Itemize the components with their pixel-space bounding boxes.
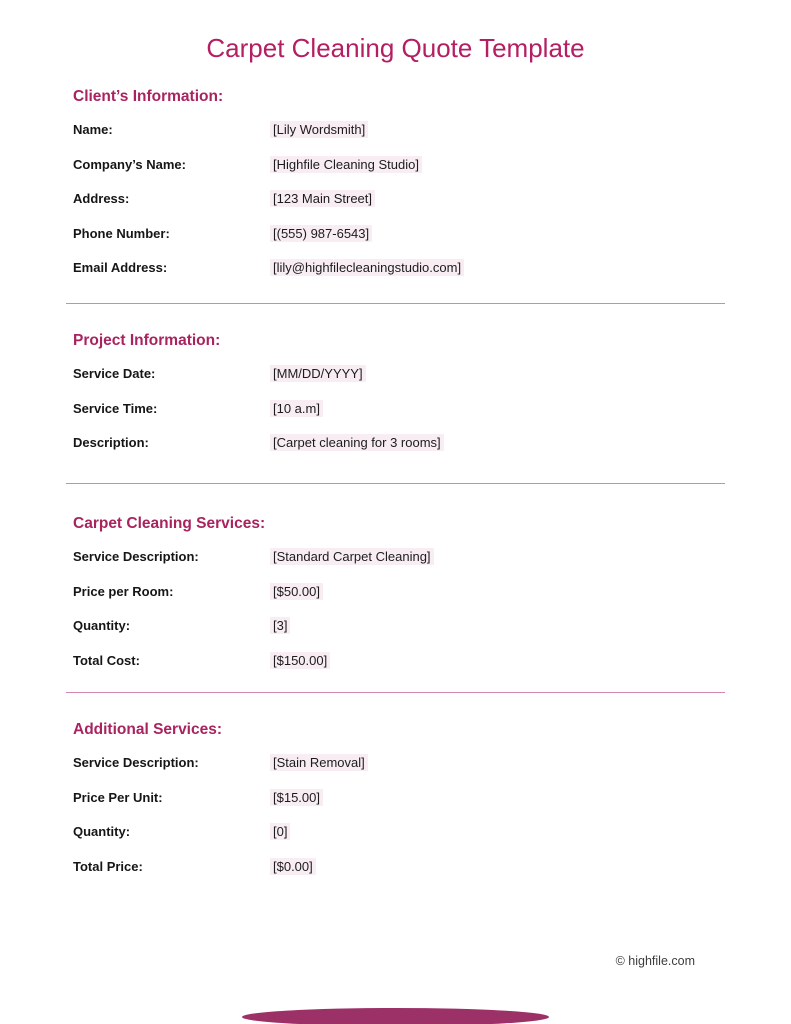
section-project-information	[73, 331, 725, 469]
field-row	[73, 190, 725, 207]
section-divider	[66, 692, 725, 693]
field-row	[73, 365, 725, 382]
field-row	[73, 156, 725, 173]
section-heading: Carpet Cleaning Services:	[73, 515, 266, 532]
field-value-phone-number[interactable]: [(555) 987-6543]	[270, 225, 372, 242]
field-label: Service Description:	[73, 549, 199, 564]
field-row	[73, 617, 725, 634]
field-value-service-date[interactable]: [MM/DD/YYYY]	[270, 365, 366, 382]
field-row	[73, 652, 725, 669]
field-row	[73, 823, 725, 840]
field-row	[73, 225, 725, 242]
field-label: Address:	[73, 191, 130, 206]
field-label: Service Time:	[73, 400, 158, 416]
field-value-price-per-room[interactable]: [$50.00]	[270, 583, 323, 600]
copyright-text: © highfile.com	[615, 954, 695, 968]
field-row	[73, 583, 725, 600]
field-label: Company’s Name:	[73, 156, 186, 172]
field-label: Total Price:	[73, 858, 143, 874]
field-label: Quantity:	[73, 824, 131, 839]
field-row	[73, 548, 725, 565]
field-row	[73, 789, 725, 806]
field-row	[73, 754, 725, 771]
section-carpet-cleaning-services	[73, 514, 725, 686]
field-value-price-per-unit[interactable]: [$15.00]	[270, 789, 323, 806]
section-divider	[66, 483, 725, 484]
decorative-ellipse	[242, 1008, 549, 1024]
field-label: Quantity:	[73, 618, 131, 633]
section-heading: Additional Services:	[73, 721, 223, 738]
field-row	[73, 400, 725, 417]
field-label: Description:	[73, 435, 149, 450]
field-value-addl-service-description[interactable]: [Stain Removal]	[270, 754, 368, 771]
section-divider	[66, 303, 725, 304]
document-title: Carpet Cleaning Quote Template	[206, 33, 585, 63]
section-client-information	[73, 87, 725, 294]
field-row	[73, 858, 725, 875]
field-value-company-name[interactable]: [Highfile Cleaning Studio]	[270, 156, 422, 173]
field-label: Price Per Unit:	[73, 789, 163, 805]
section-heading: Client’s Information:	[73, 88, 224, 105]
field-value-service-description[interactable]: [Standard Carpet Cleaning]	[270, 548, 434, 565]
field-value-total-price[interactable]: [$0.00]	[270, 858, 316, 875]
field-value-addl-quantity[interactable]: [0]	[270, 823, 290, 840]
field-row	[73, 259, 725, 276]
field-value-total-cost[interactable]: [$150.00]	[270, 652, 330, 669]
field-label: Total Cost:	[73, 652, 140, 668]
field-row	[73, 121, 725, 138]
field-label: Price per Room:	[73, 583, 174, 599]
field-value-name[interactable]: [Lily Wordsmith]	[270, 121, 368, 138]
field-value-description[interactable]: [Carpet cleaning for 3 rooms]	[270, 434, 444, 451]
field-value-service-time[interactable]: [10 a.m]	[270, 400, 323, 417]
field-value-quantity[interactable]: [3]	[270, 617, 290, 634]
field-value-email-address[interactable]: [lily@highfilecleaningstudio.com]	[270, 259, 464, 276]
field-label: Email Address:	[73, 260, 168, 275]
field-label: Phone Number:	[73, 225, 170, 241]
field-label: Name:	[73, 122, 113, 137]
section-heading: Project Information:	[73, 332, 221, 349]
field-row	[73, 434, 725, 451]
field-label: Service Date:	[73, 366, 156, 381]
field-value-address[interactable]: [123 Main Street]	[270, 190, 375, 207]
field-label: Service Description:	[73, 755, 199, 770]
section-additional-services	[73, 720, 725, 892]
